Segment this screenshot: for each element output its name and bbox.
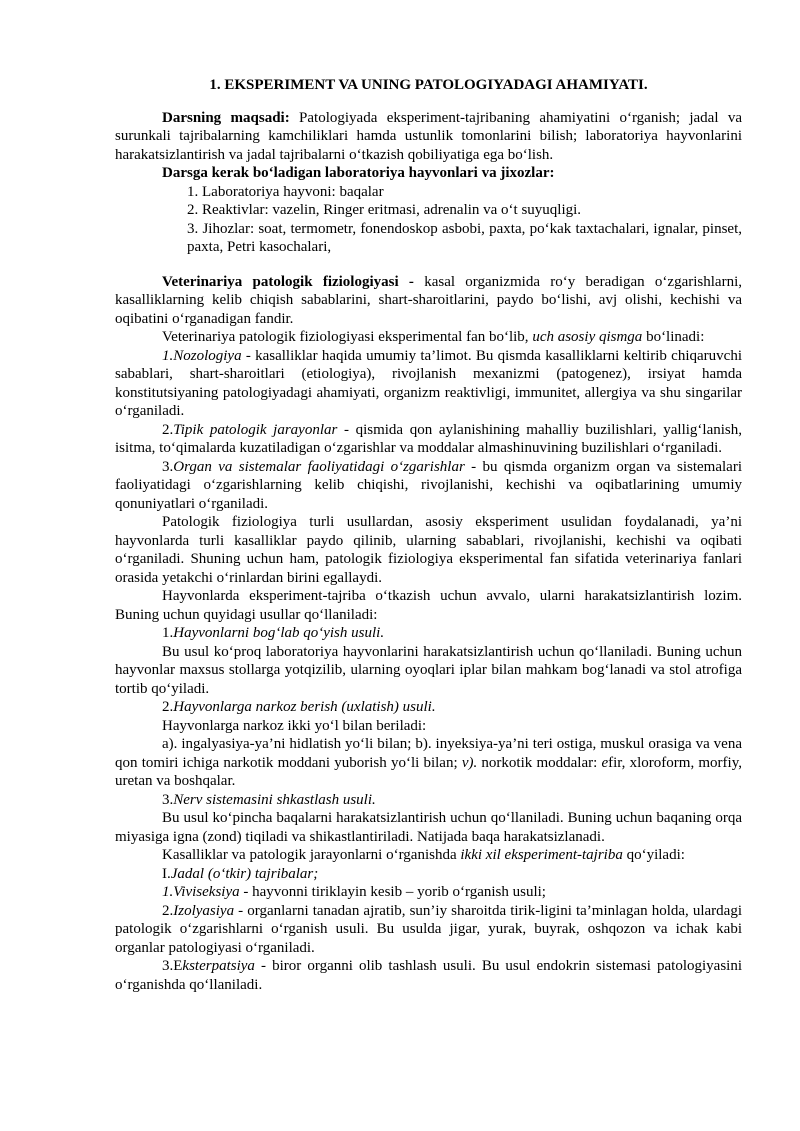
acute-num: I. <box>162 865 171 882</box>
method-2-detail-post2: fir, xloroform, morfiy, uretan va boshqalar. <box>115 754 742 789</box>
extirpation-text: - biror organni olib tashlash usuli. Bu usul endokrin sistemasi patologiyasini o‘rganishda qo‘llaniladi. <box>115 958 742 993</box>
part-1-text: - kasalliklar haqida umumiy ta’limot. Bu qismda kasalliklarni keltirib chiqaruvchi sabablari, shart-sharoitlari (etiologiya), rivojlanish mexanizmi (patogenez), irsiyat hamda konstitutsiyaning patologiyadagi ahamiyati, organizm reaktivligi, immunitet, allergiya va shu singarilar o‘rganiladi. <box>115 347 742 419</box>
parts-post: bo‘linadi: <box>642 329 705 345</box>
isolation-text: - organlarni tanadan ajratib, sun’iy sharoitda tirik-ligini ta’minlagan holda, ulardagi patologik o‘zgarishlarni o‘rganish usuli. Bu usulda jigar, yurak, buyrak, oshqozon va ichak kabi organlar patologiyasi o‘rganiladi. <box>115 902 742 956</box>
aim-text: Patologiyada eksperiment-tajribaning ahamiyatini o‘rganish; jadal va surunkali tajribalarning kamchiliklari hamda ustunlik tomonlarini bilish; laboratoriya hayvonlarini harakatsizlantirish va jadal tajribalarni o‘tkazish qobiliyatiga ega bo‘lish. <box>115 109 742 163</box>
definition-text: kasal organizmida ro‘y beradigan o‘zgarishlarni, kasalliklarning kelib chiqish sabablarini, shart-sharoitlarini, paydo bo‘lishi, avj olishi, kechishi va oqibatini o‘rganadigan fandir. <box>115 273 742 327</box>
study-pre: Kasalliklar va patologik jarayonlarni o‘rganishda <box>162 847 461 863</box>
method-1-title: Hayvonlarni bog‘lab qo‘yish usuli. <box>173 625 385 641</box>
methods-paragraph: Patologik fiziologiya turli usullardan, asosiy eksperiment usulidan foydalanadi, ya’ni hayvonlarda turli kasalliklar paydo qilinib, ularning sabablari, rivojlanishi, kechishi va oqibati o‘rganiladi. Shuning uchun ham, patologik fiziologiya eksperimental fan sifatida veterinariya fanlari orasida yetakchi o‘rinlardan birini egallaydi. <box>115 514 742 586</box>
part-2-title: Tipik patologik jarayonlar <box>173 421 338 438</box>
method-3-heading <box>115 791 742 810</box>
needs-heading <box>115 164 742 183</box>
vivisection-title: 1.Viviseksiya <box>162 884 240 900</box>
list-item: 3. Jihozlar: soat, termometr, fonendoskop asbobi, paxta, po‘kak taxtachalari, ignalar, pinset, paxta, Petri kasochalari, <box>187 220 742 255</box>
vivisection-item <box>115 883 742 902</box>
part-3-num: 3. <box>162 458 174 475</box>
list-item: 1. Laboratoriya hayvoni: baqalar <box>187 183 384 200</box>
part-2-text: - qismida qon aylanishining mahalliy buzilishlari, yallig‘lanish, isitma, to‘qimalarda kuzatiladigan o‘zgarishlar va moddalar almashinuvining buzilishlari o‘rganiladi. <box>115 421 742 456</box>
definition-paragraph <box>115 273 742 329</box>
method-2-detail <box>115 735 742 791</box>
part-2-num: 2. <box>162 421 174 438</box>
part-3-title: Organ va sistemalar faoliyatidagi o‘zgarishlar <box>173 458 465 475</box>
page-title: 1. EKSPERIMENT VA UNING PATOLOGIYADAGI AHAMIYATI. <box>209 77 648 93</box>
method-2-detail-post: norkotik moddalar: <box>477 754 602 771</box>
extirpation-title: ksterpatsiya <box>182 958 255 974</box>
document-page <box>115 76 742 994</box>
isolation-title: Izolyasiya <box>173 902 235 919</box>
method-3-title: Nerv sistemasini shkastlash usuli. <box>173 791 376 808</box>
method-3-text: Bu usul ko‘pincha baqalarni harakatsizlantirish uchun qo‘llaniladi. Buning uchun baqaning orqa miyasiga igna (zond) tiqiladi va shikastlantiriladi. Natijada baqa harakatsizlanadi. <box>115 810 742 845</box>
method-1-num: 1. <box>162 625 174 641</box>
extirpation-num: 3.E <box>162 958 183 974</box>
extirpation-item <box>115 957 742 994</box>
acute-heading <box>115 865 742 884</box>
spacer <box>115 257 742 273</box>
method-2-detail-pre: a). ingalyasiya-ya’ni hidlatish yo‘li bilan; b). inyeksiya-ya’ni teri ostiga, muskul orasiga va vena qon tomiri ichiga narkotik moddani yuborish yo‘li bilan; <box>115 736 742 771</box>
study-em: ikki xil eksperiment-tajriba <box>460 847 623 863</box>
list-item: 2. Reaktivlar: vazelin, Ringer eritmasi, adrenalin va o‘t suyuqligi. <box>187 202 582 218</box>
study-post: qo‘yiladi: <box>622 847 685 863</box>
part-1-title: 1.Nozologiya <box>162 347 242 364</box>
part-organ <box>115 458 742 514</box>
isolation-item <box>115 902 742 958</box>
aim-label: Darsning maqsadi: <box>162 109 290 126</box>
study-paragraph <box>115 846 742 865</box>
method-1-heading <box>115 624 742 643</box>
method-2-title: Hayvonlarga narkoz berish (uxlatish) usuli. <box>173 699 436 715</box>
method-3-num: 3. <box>162 791 174 808</box>
definition-term: Veterinariya patologik fiziologiyasi - <box>162 273 414 290</box>
parts-em: uch asosiy qismga <box>532 329 643 345</box>
method-1-text: Bu usul ko‘proq laboratoriya hayvonlarini harakatsizlantirish uchun qo‘llaniladi. Buning uchun hayvonlar maxsus stollarga yotqizilib, ularning oyoqlari iplar bilan mahkam bog‘lanadi va stol atrofiga tortib qo‘yiladi. <box>115 643 742 697</box>
lesson-aim <box>115 109 742 165</box>
isolation-num: 2. <box>162 902 174 919</box>
method-2-num: 2. <box>162 699 174 715</box>
vivisection-text: - hayvonni tiriklayin kesib – yorib o‘rganish usuli; <box>239 884 546 900</box>
parts-paragraph <box>115 328 742 347</box>
part-nozologiya <box>115 347 742 421</box>
acute-title: Jadal (o‘tkir) tajribalar; <box>170 865 319 882</box>
parts-pre: Veterinariya patologik fiziologiyasi eksperimental fan bo‘lib, <box>162 329 533 345</box>
part-tipik <box>115 421 742 458</box>
part-3-text: - bu qismda organizm organ va sistemalari faoliyatidagi o‘zgarishlarning kelib chiqishi, rivojlanishi, kechishi va oqibatlarining umumiy qonuniyatlari o‘rganiladi. <box>115 458 742 512</box>
needs-heading-text: Darsga kerak bo‘ladigan laboratoriya hayvonlari va jixozlar: <box>162 165 555 181</box>
method-2-detail-em: v). <box>461 754 478 771</box>
method-2-intro: Hayvonlarga narkoz ikki yo‘l bilan beriladi: <box>162 717 427 734</box>
method-2-heading <box>115 698 742 717</box>
method-2-detail-em2: e <box>601 754 609 771</box>
immobilize-paragraph: Hayvonlarda eksperiment-tajriba o‘tkazish uchun avvalo, ularni harakatsizlantirish lozim. Buning uchun quyidagi usullar qo‘llaniladi: <box>115 588 742 623</box>
